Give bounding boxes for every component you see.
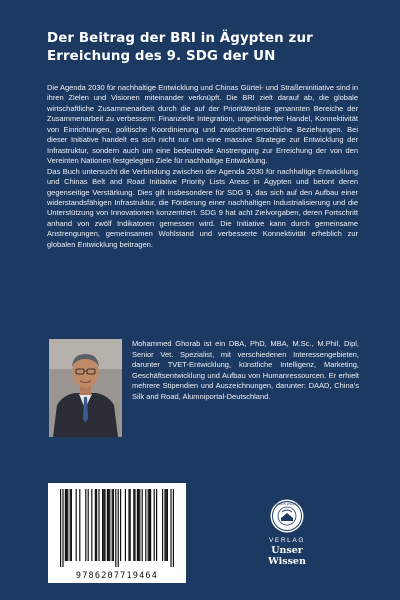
author-bio: Mohammed Ghorab ist ein DBA, PhD, MBA, M.Sc., M.Phil, Dipl, Senior Vet. Spezialist, mit verschiedenen Interessengebieten, darunter TVET-Entwicklung, künstliche Intelligenz, Marketing, Geschäftsentwicklung und Aufbau von Humanressourcen. Er erhielt mehrere Stipendien und Auszeichnungen, darunter: DAAD, China's Silk and Road, Alumniportal-Deutschland. [132,339,359,401]
barcode-bar [138,489,139,561]
barcode-bar [166,489,167,561]
barcode-bar [148,489,149,561]
barcode-bar [133,489,134,561]
publisher-verlag-label: VERLAG [269,537,305,544]
barcode-bar [128,489,129,561]
barcode-bar [67,489,68,561]
book-blurb [47,83,358,250]
barcode-bar [164,489,165,561]
barcode-bar [130,489,131,561]
barcode-bar [95,489,96,561]
blurb-paragraph-2: Das Buch untersucht die Verbindung zwischen der Agenda 2030 für nachhaltige Entwicklung und Chinas Belt and Road Initiative Priority Lists Areas in Ägypten und betont deren gegenseitige Verstärkung. Dies gilt insbesondere für SDG 9, das sich auf den Aufbau einer widerstandsfähigen Infrastruktur, die Förderung einer nachhaltigen Industrialisierung und die Unterstützung von Innovationen konzentriert. SDG 9 hat acht Zielvorgaben, deren Fortschritt anhand von zwölf Indikatoren gemessen wird. Die Initiative kann durch gemeinsame Anstrengungen, gemeinsamen Wohlstand und verbesserte Konnektivität erheblich zur globalen Entwicklung beitragen. [47,166,358,249]
barcode-bar [156,489,157,561]
barcode-bar [71,489,72,561]
barcode-bar [173,489,174,567]
barcode-bar [60,489,61,567]
barcode-bar [96,489,97,561]
book-title: Der Beitrag der BRI in Ägypten zur Erreichung des 9. SDG der UN [47,31,313,64]
barcode-bar [103,489,104,561]
barcode-bar [113,489,114,561]
publisher-logo [252,498,322,567]
barcode-bar [137,489,138,561]
barcode-bar [62,489,63,567]
isbn-barcode [48,483,186,583]
barcode-bar [154,489,155,561]
barcode-bar [85,489,86,561]
barcode-bar [102,489,103,561]
publisher-seal-icon [269,498,305,534]
barcode-bar [91,489,92,561]
barcode-bar [108,489,109,561]
barcode-bar [104,489,105,561]
barcode-bar [142,489,143,561]
barcode-bar [88,489,89,561]
barcode-bar [98,489,99,561]
publisher-seal-text: UNSER WISSEN [274,502,300,507]
barcode-bar [167,489,168,561]
barcode-bar [79,489,80,561]
barcode-bar [162,489,163,561]
barcode-bar [125,489,126,561]
author-portrait-icon [49,339,122,437]
barcode-bar [112,489,113,561]
barcode-bar [76,489,77,561]
barcode-bar [145,489,146,561]
barcode-bar [66,489,67,561]
barcode-bar [65,489,66,561]
barcode-bar [118,489,119,567]
barcode-bar [107,489,108,561]
barcode-bar [120,489,121,561]
barcode-bar [150,489,151,561]
barcode-bar [115,489,116,567]
barcode-icon [48,483,186,569]
barcode-bar [139,489,140,561]
publisher-name: Unser Wissen [268,545,306,567]
barcode-bar [170,489,171,567]
barcode-bar [70,489,71,561]
author-photo [49,339,122,437]
blurb-paragraph-1: Die Agenda 2030 für nachhaltige Entwicklung und Chinas Gürtel- und Straßeninitiative sind in ihren Zielen und Visionen miteinander verknüpft. Die BRI zielt darauf ab, die globale wirtschaftliche Zusammenarbeit durch die auf der Prioritätenliste genannten Bereiche der Zusammenarbeit zu verbessern: Finanzielle Integration, ungehinderter Handel, Konnektivität von Einrichtungen, politische Koordinierung und zwischenmenschliche Beziehungen. Bei dieser Initiative handelt es sich nicht nur um eine massive Strategie zur Entwicklung der Infrastruktur, sondern auch um eine bedeutende Anstrengung zur Erreichung der von den Vereinten Nationen festgelegten Ziele für nachhaltige Entwicklung. [47,83,358,166]
isbn-number: 9786207719464 [75,571,159,581]
barcode-bar [109,489,110,561]
barcode-bar [134,489,135,561]
barcode-bar [149,489,150,561]
